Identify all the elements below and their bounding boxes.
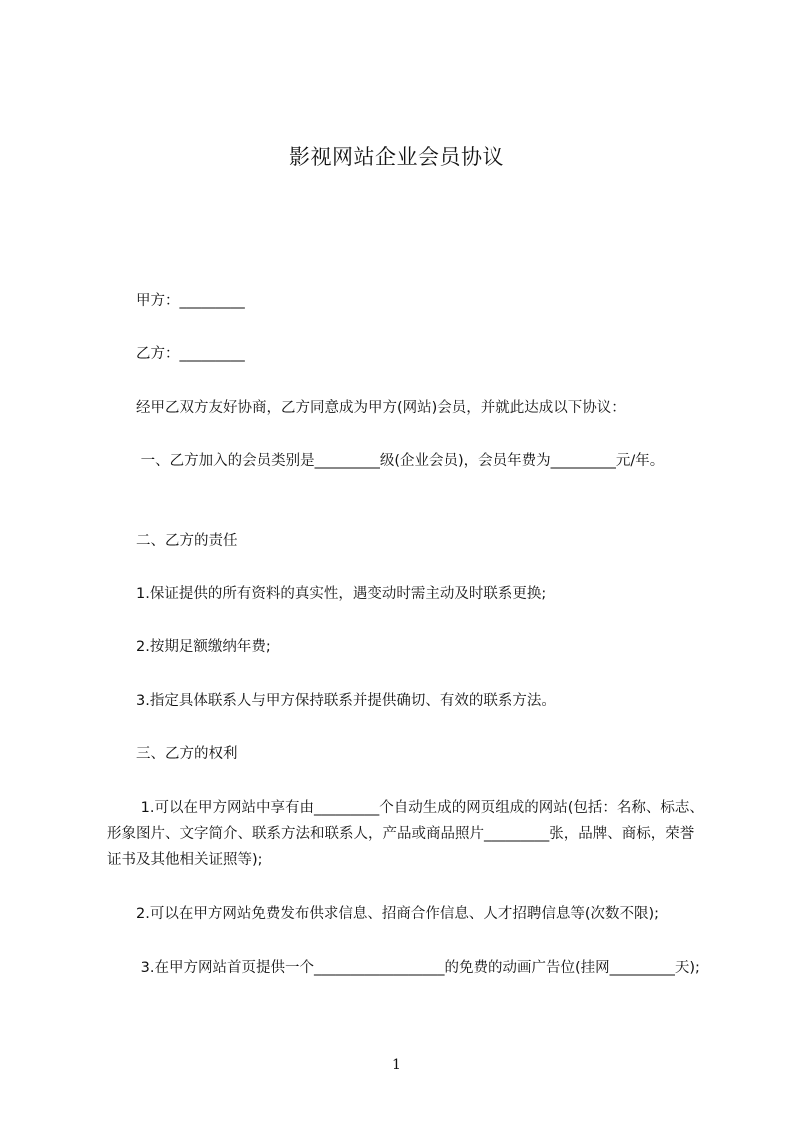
responsibility-item-3: 3.指定具体联系人与甲方保持联系并提供确切、有效的联系方法。 <box>136 693 556 709</box>
rights-item-3: 3.在甲方网站首页提供一个__________________的免费的动画广告位(挂网_________天); <box>136 960 700 976</box>
rights-item-1: 1.可以在甲方网站中享有由_________个自动生成的网页组成的网站(包括：名称、标志、形象图片、文字简介、联系方法和联系人，产品或商品照片_________张，品牌、商标，荣誉证书及其他相关证照等); <box>107 800 704 868</box>
intro-paragraph: 经甲乙双方友好协商，乙方同意成为甲方(网站)会员，并就此达成以下协议： <box>136 400 626 416</box>
page-number: 1 <box>392 1057 401 1073</box>
document-title: 影视网站企业会员协议 <box>289 145 504 169</box>
responsibility-item-1: 1.保证提供的所有资料的真实性，遇变动时需主动及时联系更换; <box>136 586 547 602</box>
party-b-line: 乙方：_________ <box>136 346 245 362</box>
section-heading-responsibilities: 二、乙方的责任 <box>136 533 238 549</box>
rights-item-2: 2.可以在甲方网站免费发布供求信息、招商合作信息、人才招聘信息等(次数不限); <box>136 906 660 922</box>
section-heading-rights: 三、乙方的权利 <box>136 746 238 762</box>
responsibility-item-2: 2.按期足额缴纳年费; <box>136 639 271 655</box>
party-a-line: 甲方：_________ <box>136 293 245 309</box>
clause-1-membership: 一、乙方加入的会员类别是_________级(企业会员)，会员年费为_________元/年。 <box>136 453 665 469</box>
